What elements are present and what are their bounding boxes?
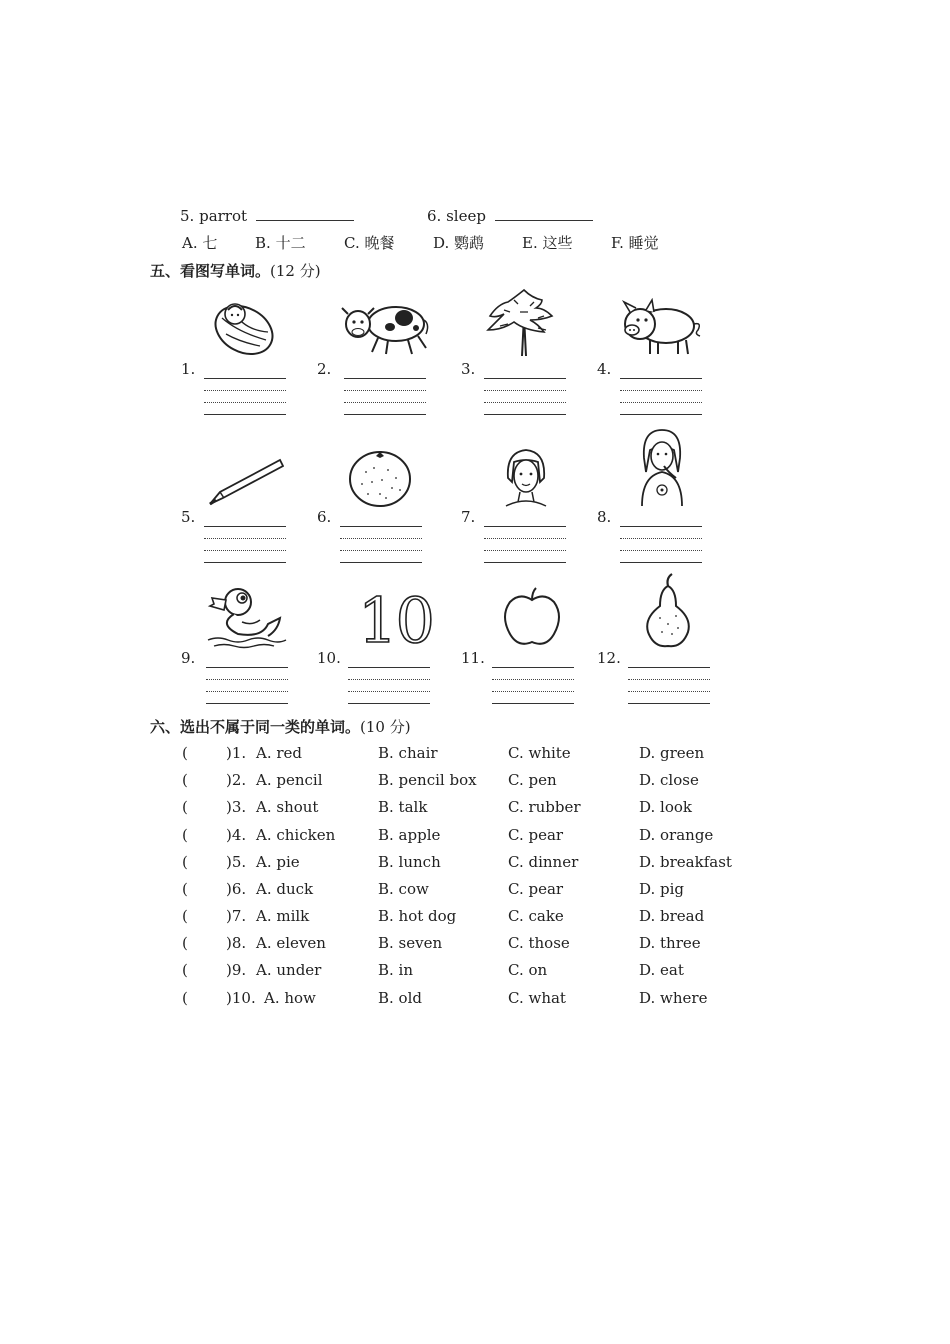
item-number: 4. — [597, 360, 612, 378]
girl-face-picture — [498, 446, 554, 508]
baby-picture — [204, 294, 280, 358]
item-word: sleep — [446, 207, 486, 225]
item-number: 6. — [427, 207, 442, 225]
answer-bracket[interactable]: ( — [182, 880, 188, 898]
section-6-title: 六、选出不属于同一类的单词。(10 分) — [150, 718, 411, 736]
option-a: A. chicken — [256, 826, 336, 844]
item-number: 10. — [317, 649, 341, 667]
option-b: B. 十二 — [255, 234, 306, 252]
option-a: A. shout — [256, 798, 319, 816]
item-number: 9. — [181, 649, 196, 667]
answer-bracket[interactable]: ( — [182, 907, 188, 925]
apple-picture — [502, 586, 562, 648]
option-d: D. look — [639, 798, 692, 816]
option-c: C. 晚餐 — [344, 234, 395, 252]
answer-blank[interactable] — [495, 206, 593, 221]
option-d: D. breakfast — [639, 853, 732, 871]
option-c: C. rubber — [508, 798, 581, 816]
answer-bracket[interactable]: ( — [182, 798, 188, 816]
orange-picture — [346, 448, 414, 508]
option-d: D. green — [639, 744, 705, 762]
option-c: C. what — [508, 989, 566, 1007]
option-b: B. old — [378, 989, 422, 1007]
cow-picture — [338, 294, 430, 358]
option-d: D. orange — [639, 826, 714, 844]
answer-bracket[interactable]: ( — [182, 826, 188, 844]
option-d: D. three — [639, 934, 701, 952]
option-d: D. close — [639, 771, 699, 789]
item-number: 7. — [461, 508, 476, 526]
item-number: 11. — [461, 649, 485, 667]
item-number: 12. — [597, 649, 621, 667]
option-a: A. under — [256, 961, 322, 979]
item-number: 1. — [181, 360, 196, 378]
item-number: 5. — [180, 207, 195, 225]
option-d: D. 鹦鹉 — [433, 234, 485, 252]
match-item-6 — [427, 206, 593, 225]
item-number: 8. — [597, 508, 612, 526]
option-b: B. lunch — [378, 853, 441, 871]
option-b: B. apple — [378, 826, 441, 844]
option-b: B. hot dog — [378, 907, 457, 925]
answer-blank[interactable] — [256, 206, 354, 221]
option-d: D. eat — [639, 961, 684, 979]
item-number: 2. — [317, 360, 332, 378]
option-a: A. pie — [256, 853, 300, 871]
answer-bracket[interactable]: ( — [182, 961, 188, 979]
option-a: A. milk — [256, 907, 310, 925]
option-b: B. chair — [378, 744, 438, 762]
match-item-5 — [180, 206, 354, 225]
answer-bracket[interactable]: ( — [182, 934, 188, 952]
item-number: 5. — [181, 508, 196, 526]
option-a: A. red — [256, 744, 303, 762]
option-c: C. pen — [508, 771, 557, 789]
option-c: C. white — [508, 744, 571, 762]
option-b: B. in — [378, 961, 414, 979]
answer-bracket[interactable]: ( — [182, 744, 188, 762]
option-c: C. pear — [508, 826, 564, 844]
girl-eating-picture — [628, 428, 696, 508]
option-d: D. pig — [639, 880, 685, 898]
pig-picture — [616, 298, 704, 358]
option-c: C. cake — [508, 907, 564, 925]
item-number: 3. — [461, 360, 476, 378]
pencil-picture — [204, 454, 284, 510]
option-d: D. where — [639, 989, 708, 1007]
option-c: C. those — [508, 934, 570, 952]
number-ten-picture: 10 — [358, 584, 433, 657]
tree-picture — [484, 286, 564, 358]
option-a: A. 七 — [182, 234, 218, 252]
option-d: D. bread — [639, 907, 705, 925]
option-e: E. 这些 — [522, 234, 573, 252]
option-c: C. dinner — [508, 853, 579, 871]
option-a: A. how — [264, 989, 316, 1007]
section-5-title: 五、看图写单词。(12 分) — [150, 262, 321, 280]
option-c: C. pear — [508, 880, 564, 898]
option-c: C. on — [508, 961, 548, 979]
item-number: 6. — [317, 508, 332, 526]
option-b: B. seven — [378, 934, 443, 952]
answer-bracket[interactable]: ( — [182, 853, 188, 871]
option-a: A. pencil — [256, 771, 323, 789]
option-b: B. pencil box — [378, 771, 477, 789]
pear-picture — [642, 572, 692, 648]
option-b: B. talk — [378, 798, 428, 816]
item-word: parrot — [199, 207, 248, 225]
option-b: B. cow — [378, 880, 429, 898]
option-a: A. duck — [256, 880, 314, 898]
answer-bracket[interactable]: ( — [182, 989, 188, 1007]
option-f: F. 睡觉 — [611, 234, 659, 252]
answer-bracket[interactable]: ( — [182, 771, 188, 789]
duck-picture — [204, 584, 290, 650]
option-a: A. eleven — [256, 934, 326, 952]
